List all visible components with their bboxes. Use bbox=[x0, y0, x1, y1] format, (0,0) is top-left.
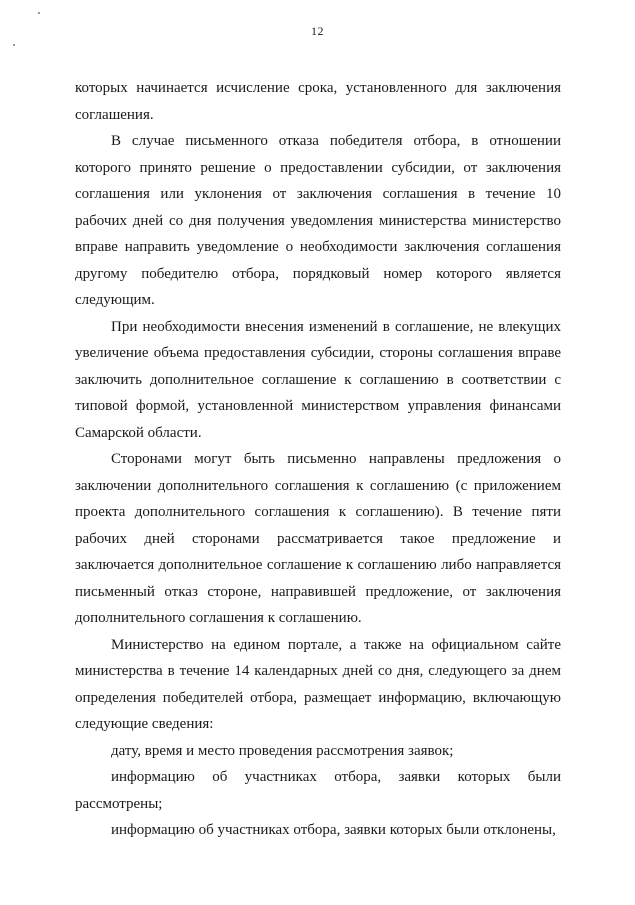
paragraph-continuation: которых начинается исчисление срока, установленного для заключения соглашения. bbox=[75, 80, 561, 123]
scan-speck bbox=[38, 12, 40, 14]
list-item-rejected-participants: информацию об участниках отбора, заявки которых были отклонены, bbox=[111, 822, 556, 838]
scan-speck bbox=[13, 44, 15, 46]
list-item-review-date: дату, время и место проведения рассмотрения заявок; bbox=[111, 742, 454, 759]
list-item-reviewed-participants: информацию об участниках отбора, заявки которых были рассмотрены; bbox=[75, 769, 561, 812]
document-body bbox=[75, 75, 561, 844]
page-number: 12 bbox=[311, 24, 324, 38]
paragraph-refusal: В случае письменного отказа победителя отбора, в отношении которого принято решение о предоставлении субсидии, от заключения соглашения или уклонения от заключения соглашения в течение 10 рабочих дней со дня получения уведомления министерства министерство вправе направить уведомление о необходимости заключения соглашения другому победителю отбора, порядковый номер которого является следующим. bbox=[75, 133, 561, 308]
paragraph-proposals: Сторонами могут быть письменно направлены предложения о заключении дополнительного соглашения к соглашению (с приложением проекта дополнительного соглашения к соглашению). В течение пяти рабочих дней сторонами рассматривается такое предложение и заключается дополнительное соглашение к соглашению либо направляется письменный отказ стороне, направившей предложение, от заключения дополнительного соглашения к соглашению. bbox=[75, 451, 561, 626]
paragraph-publication: Министерство на едином портале, а также на официальном сайте министерства в течение 14 календарных дней со дня, следующего за днем определения победителей отбора, размещает информацию, включающую следующие сведения: bbox=[75, 636, 561, 732]
paragraph-amendments: При необходимости внесения изменений в соглашение, не влекущих увеличение объема предоставления субсидии, стороны соглашения вправе заключить дополнительное соглашение к соглашению в соответствии с типовой формой, установленной министерством управления финансами Самарской области. bbox=[75, 318, 561, 441]
